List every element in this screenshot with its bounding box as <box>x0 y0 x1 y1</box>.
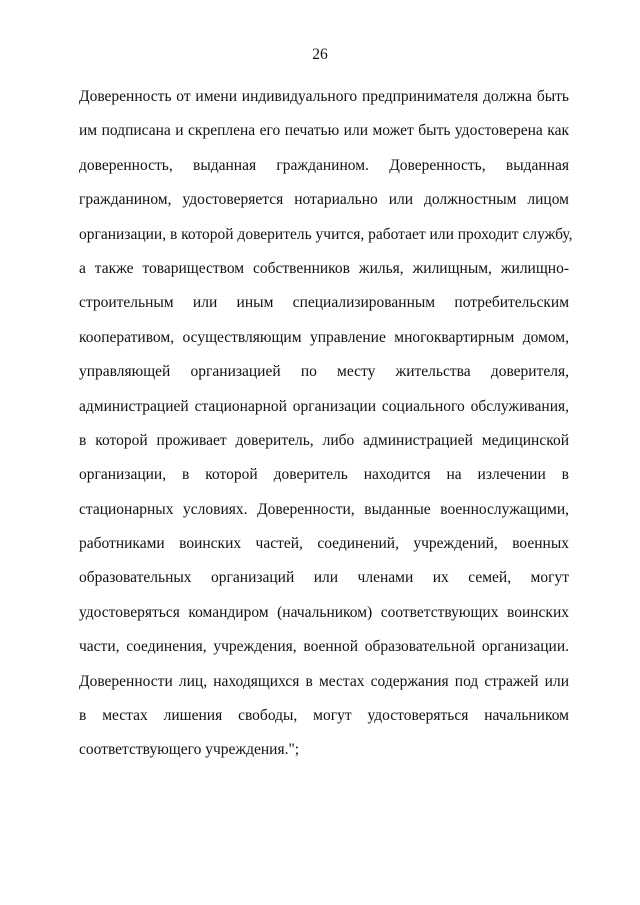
text-line: Доверенность от имени индивидуального предпринимателя должна быть <box>79 88 569 105</box>
text-line: доверенность, выданная гражданином. Доверенность, выданная <box>79 156 569 174</box>
text-line: кооперативом, осуществляющим управление многоквартирным домом, <box>79 328 569 346</box>
text-line: работниками воинских частей, соединений, учреждений, военных <box>79 535 569 553</box>
text-line: Доверенности лиц, находящихся в местах содержания под стражей или <box>79 672 569 690</box>
text-line: в местах лишения свободы, могут удостоверяться начальником <box>79 707 569 725</box>
page-number: 26 <box>312 46 328 63</box>
text-line: организации, в которой доверитель находится на излечении в <box>79 466 569 484</box>
text-line: администрацией стационарной организации социального обслуживания, <box>79 397 569 415</box>
text-line: стационарных условиях. Доверенности, выданные военнослужащими, <box>79 500 569 518</box>
text-line: а также товариществом собственников жилья, жилищным, жилищно- <box>79 259 569 277</box>
text-line: управляющей организацией по месту жительства доверителя, <box>79 363 569 381</box>
text-line: гражданином, удостоверяется нотариально или должностным лицом <box>79 191 569 209</box>
text-line: строительным или иным специализированным потребительским <box>79 294 569 312</box>
text-line: организации, в которой доверитель учится, работает или проходит службу, <box>79 225 573 243</box>
text-line: в которой проживает доверитель, либо администрацией медицинской <box>79 431 569 449</box>
text-line: им подписана и скреплена его печатью или может быть удостоверена как <box>79 122 569 140</box>
text-line: образовательных организаций или членами их семей, могут <box>79 569 569 587</box>
text-line: удостоверяться командиром (начальником) соответствующих воинских <box>79 603 569 621</box>
text-line-last: соответствующего учреждения."; <box>79 741 300 759</box>
body-paragraph <box>79 80 573 768</box>
text-line: части, соединения, учреждения, военной образовательной организации. <box>79 638 569 656</box>
